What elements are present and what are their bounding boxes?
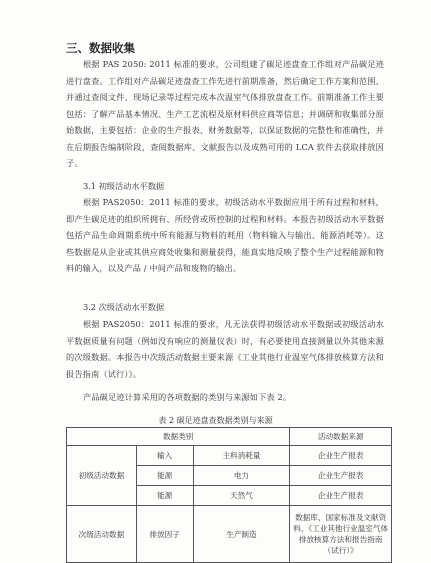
paragraph-secondary-data: 根据 PAS2050：2011 标准的要求，凡无法获得初级活动水平数据或初级活动水平数据质量有问题（例如没有响应的测量仪表）时，有必要使用直接测量以外其他来源的次级数据。本报告中次级活动数据主要来源《工业其他行业温室气体排放核算方法和报告指南（试行）》。 xyxy=(66,319,384,379)
table-header-row xyxy=(67,428,392,446)
primary-data-label: 初级活动数据 xyxy=(67,446,137,506)
paragraph-intro: 根据 PAS 2050: 2011 标准的要求，公司组建了碳足迹盘查工作组对产品碳足迹进行盘查。工作组对产品碳足迹盘查工作先进行前期准备，然后确定工作方案和范围、并通过查阅文件、现场记录等过程完成本次温室气体排放盘查工作。前期准备工作主要包括：了解产品基本情况、生产工艺流程及原材料供应商等信息；并调研和收集部分原始数据，主要包括：企业的生产报表、财务数据等，以保证数据的完整性和准确性，并在后期报告编制阶段，查阅数据库、文献报告以及成熟可用的 LCA 软件去获取排放因子。 xyxy=(66,59,384,168)
cell-type: 能源 xyxy=(136,466,193,486)
table-row xyxy=(67,446,392,466)
cell-type: 排放因子 xyxy=(136,506,193,563)
header-activity-source: 活动数据来源 xyxy=(290,428,392,446)
secondary-data-label: 次级活动数据 xyxy=(67,506,137,563)
cell-type: 能源 xyxy=(136,486,193,506)
subsection-title-secondary: 3.2 次级活动水平数据 xyxy=(83,302,165,312)
cell-item: 天然气 xyxy=(193,486,290,506)
subsection-title-primary: 3.1 初级活动水平数据 xyxy=(83,181,165,191)
section-title: 三、数据收集 xyxy=(66,41,135,55)
paragraph-table-intro: 产品碳足迹计算采用的各项数据的类别与来源如下表 2。 xyxy=(83,392,292,402)
cell-source: 企业生产报表 xyxy=(290,446,392,466)
paragraph-primary-data: 根据 PAS2050：2011 标准的要求，初级活动水平数据应用于所有过程和材料，即产生碳足迹的组织所拥有、所经营或所控制的过程和材料。本报告初级活动水平数据包括产品生命周期系统中所有能源与物料的耗用（物料输入与输出、能源消耗等）。这些数据是从企业或其供应商处收集和测量获得，能真实地反映了整个生产过程能源和物料的输入，以及产品 / 中间产品和废物的输出。 xyxy=(66,197,384,273)
cell-type: 输入 xyxy=(136,446,193,466)
header-data-category: 数据类别 xyxy=(67,428,290,446)
cell-source: 企业生产报表 xyxy=(290,466,392,486)
cell-item: 生产制造 xyxy=(193,506,290,563)
cell-item: 电力 xyxy=(193,466,290,486)
table-row xyxy=(67,506,392,563)
cell-source: 数据库、国家标准及文献资料、《工业其他行业温室气体排放核算方法和报告指南（试行）》 xyxy=(290,506,392,563)
data-category-table xyxy=(66,427,392,563)
cell-item: 主料消耗量 xyxy=(193,446,290,466)
table-caption: 表 2 碳足迹盘查数据类别与来源 xyxy=(158,416,273,425)
cell-source: 企业生产报表 xyxy=(290,486,392,506)
